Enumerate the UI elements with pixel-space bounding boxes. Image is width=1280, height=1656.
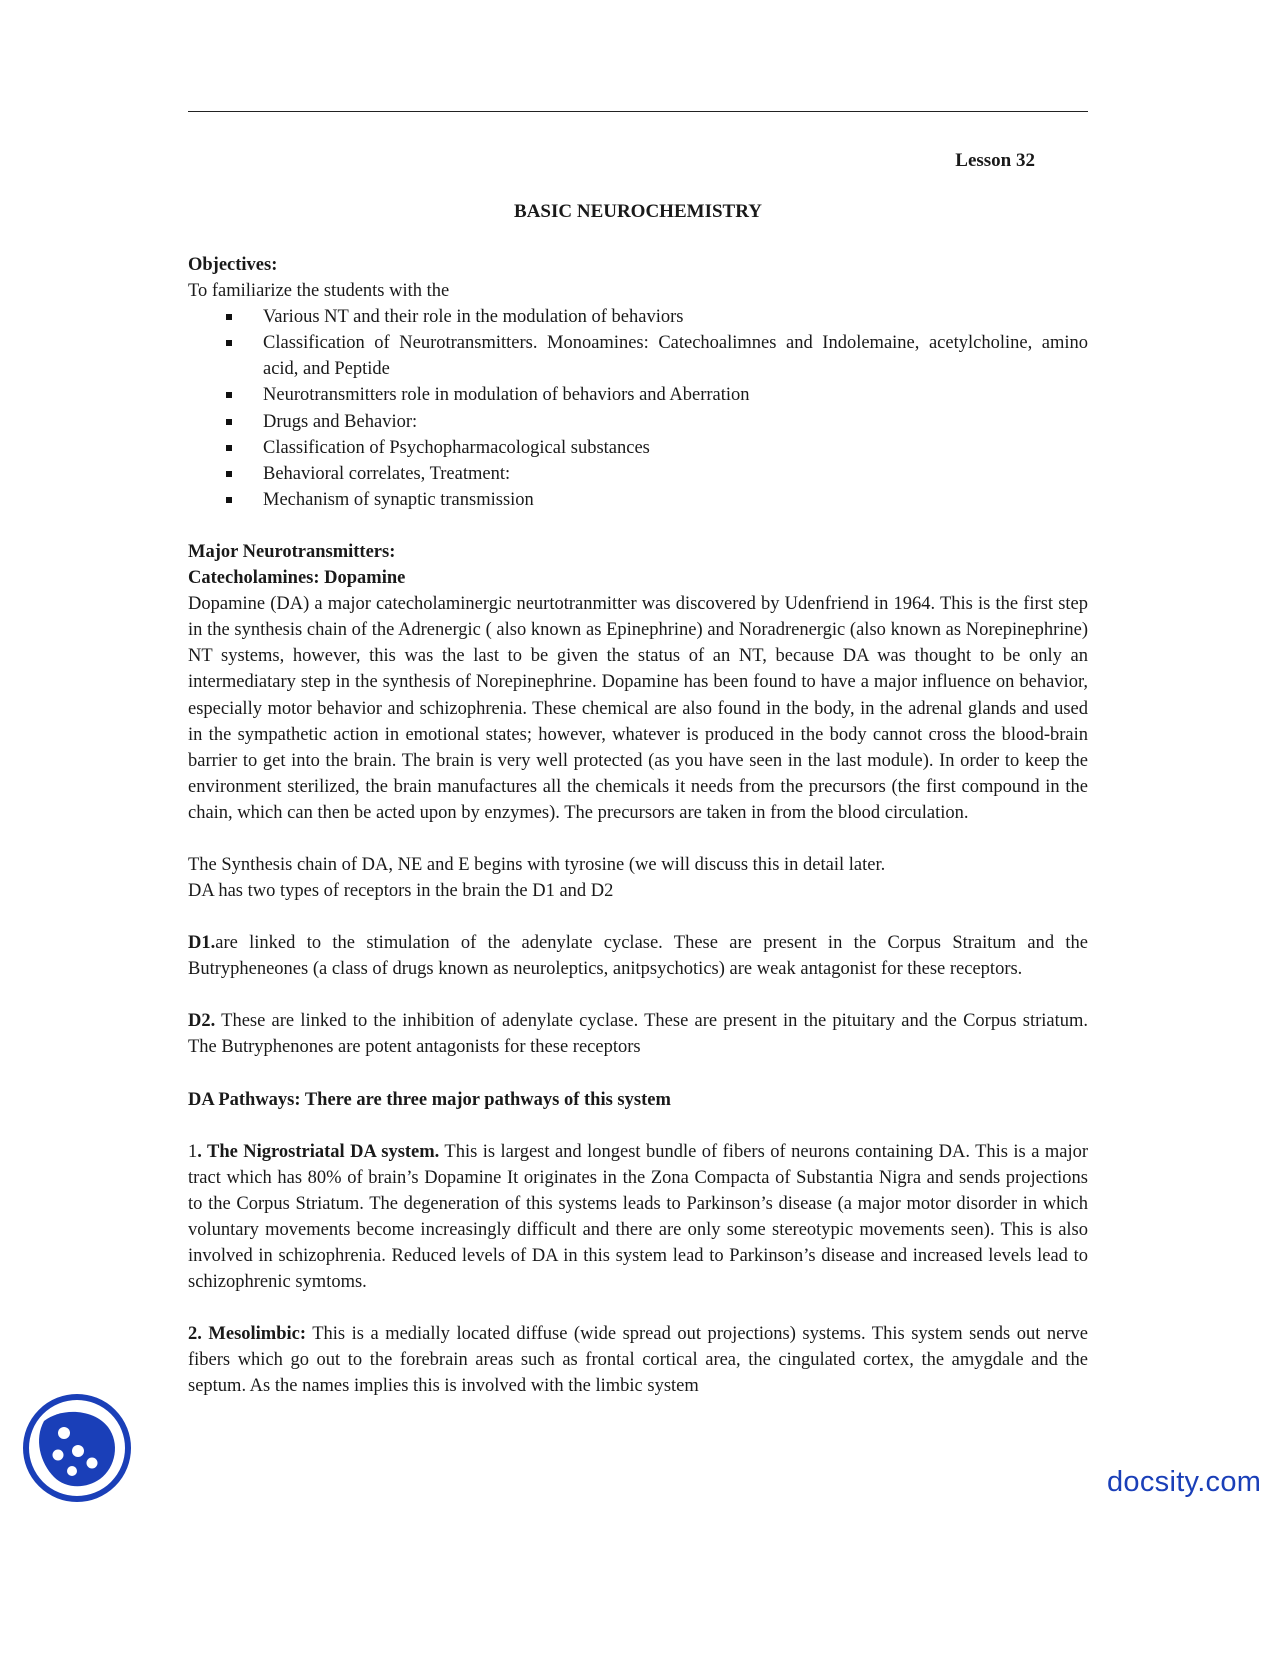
nigrostriatal-text: This is largest and longest bundle of fibers of neurons containing DA. This is a major tract which has 80% of brain’s Dopamine It originates in the Zona Compacta of Substantia Nigra and sends projections to the Corpus Striatum. The degeneration of this systems leads to Parkinson’s disease (a major motor disorder in which voluntary movements become increasingly difficult and there are only some stereotypic movements seen). This is also involved in schizophrenia. Reduced levels of DA in this system lead to Parkinson’s disease and increased levels lead to schizophrenic symtoms. (188, 1141, 1088, 1293)
d2-text: These are linked to the inhibition of adenylate cyclase. These are present in the pituitary and the Corpus striatum. The Butryphenones are potent antagonists for these receptors (188, 1011, 1088, 1058)
lesson-number: Lesson 32 (955, 150, 1035, 171)
document-body (188, 252, 1088, 1399)
objectives-list (188, 304, 1088, 513)
d2-label: D2. (188, 1011, 216, 1032)
major-nt-heading: Major Neurotransmitters: (188, 541, 396, 562)
list-item: Classification of Neurotransmitters. Monoamines: Catechoalimnes and Indolemaine, acetylcholine, amino acid, and Peptide (263, 330, 1088, 382)
list-item: Behavioral correlates, Treatment: (263, 461, 1088, 487)
d1-paragraph (188, 930, 1088, 982)
mesolimbic-paragraph (188, 1321, 1088, 1399)
receptors-line: DA has two types of receptors in the brain the D1 and D2 (188, 881, 614, 902)
page-title: BASIC NEUROCHEMISTRY (514, 201, 762, 222)
pathway-number: 1 (188, 1141, 198, 1162)
dopamine-paragraph: Dopamine (DA) a major catecholaminergic neurtotranmitter was discovered by Udenfriend in 1964. This is the first step in the synthesis chain of the Adrenergic ( also known as Epinephrine) and Noradrenergic (also known as Norepinephrine) NT systems, however, this was the last to be given the status of an NT, because DA was thought to be only an intermediatary step in the synthesis of Norepinephrine. Dopamine has been found to have a major influence on behavior, especially motor behavior and schizophrenia. These chemical are also found in the body, in the adrenal glands and used in the sympathetic action in emotional states; however, whatever is produced in the body cannot cross the blood-brain barrier to get into the brain. The brain is very well protected (as you have seen in the last module). In order to keep the environment sterilized, the brain manufactures all the chemicals it needs from the precursors (the first compound in the chain, which can then be acted upon by enzymes). The precursors are taken in from the blood circulation. (188, 594, 1088, 823)
d1-label: D1. (188, 933, 216, 954)
nigrostriatal-label: . The Nigrostriatal DA system. (197, 1141, 440, 1162)
synthesis-line: The Synthesis chain of DA, NE and E begins with tyrosine (we will discuss this in detail later. (188, 854, 886, 875)
list-item: Neurotransmitters role in modulation of behaviors and Aberration (263, 382, 1088, 408)
d2-paragraph (188, 1008, 1088, 1060)
list-item: Various NT and their role in the modulation of behaviors (263, 304, 1088, 330)
list-item: Mechanism of synaptic transmission (263, 487, 1088, 513)
dopamine-subheading: Catecholamines: Dopamine (188, 568, 406, 589)
objectives-heading: Objectives: (188, 255, 278, 275)
mesolimbic-label: 2. Mesolimbic: (188, 1324, 307, 1345)
pathways-heading: DA Pathways: There are three major pathways of this system (188, 1089, 671, 1110)
header-rule (188, 111, 1088, 112)
list-item: Classification of Psychopharmacological substances (263, 435, 1088, 461)
objectives-intro: To familiarize the students with the (188, 281, 450, 302)
mesolimbic-text: This is a medially located diffuse (wide spread out projections) systems. This system sends out nerve fibers which go out to the forebrain areas such as frontal cortical area, the cingulated cortex, the amygdale and the septum. As the names implies this is involved with the limbic system (188, 1324, 1088, 1397)
d1-text: are linked to the stimulation of the adenylate cyclase. These are present in the Corpus Straitum and the Butrypheneones (a class of drugs known as neuroleptics, anitpsychotics) are weak antagonist for these receptors. (188, 933, 1088, 980)
list-item: Drugs and Behavior: (263, 409, 1088, 435)
nigrostriatal-paragraph (188, 1139, 1088, 1296)
docsity-brand[interactable]: docsity.com (1107, 1466, 1262, 1498)
docsity-logo-icon (22, 1393, 132, 1503)
